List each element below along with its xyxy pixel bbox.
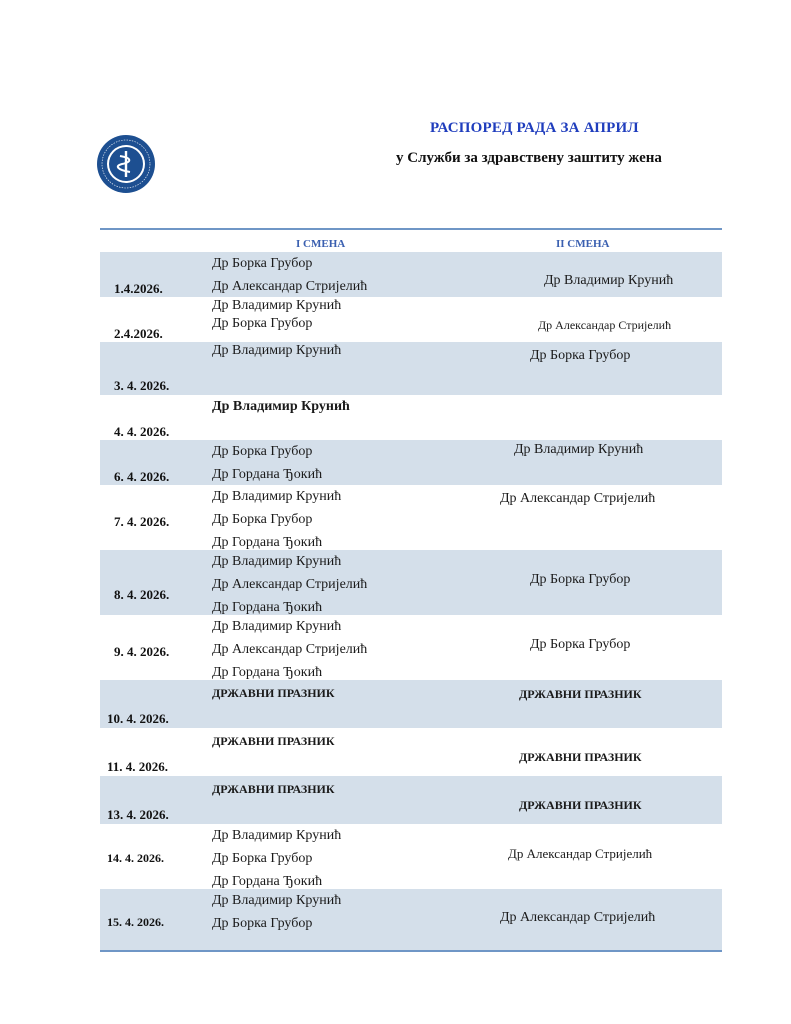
date-cell: 4. 4. 2026.	[114, 424, 170, 439]
shift1-cell	[212, 732, 335, 750]
shift2-cell: Др Александар Стријелић	[538, 318, 672, 332]
table-row	[100, 395, 722, 440]
shift1-cell	[212, 824, 341, 893]
holiday-label: ДРЖАВНИ ПРАЗНИК	[212, 782, 335, 796]
doctor-name: Др Борка Грубор	[212, 512, 313, 527]
shift2-cell: Др Борка Грубор	[530, 637, 631, 652]
table-row	[100, 776, 722, 824]
health-center-logo-icon	[96, 134, 156, 194]
doctor-name: Др Борка Грубор	[212, 316, 313, 331]
table-header	[100, 230, 722, 252]
doctor-name: Др Владимир Крунић	[212, 828, 342, 843]
shift1-header: I СМЕНА	[296, 238, 346, 250]
shift2-cell: Др Борка Грубор	[530, 348, 631, 363]
doctor-name: Др Владимир Крунић	[212, 489, 342, 504]
date-cell: 10. 4. 2026.	[107, 711, 169, 726]
date-cell: 3. 4. 2026.	[114, 378, 170, 393]
table-row	[100, 824, 722, 889]
date-cell: 6. 4. 2026.	[114, 469, 170, 484]
shift2-cell: Др Александар Стријелић	[508, 846, 653, 861]
shift1-cell	[212, 889, 341, 935]
doctor-name: Др Владимир Крунић	[212, 399, 350, 414]
shift1-cell	[212, 684, 335, 702]
doctor-name: Др Владимир Крунић	[212, 554, 342, 569]
doctor-name: Др Александар Стријелић	[212, 642, 368, 657]
shift1-cell	[212, 395, 350, 418]
date-cell: 13. 4. 2026.	[107, 807, 169, 822]
date-cell: 2.4.2026.	[114, 326, 163, 341]
page-title: РАСПОРЕД РАДА ЗА АПРИЛ	[430, 120, 639, 136]
doctor-name: Др Гордана Ђокић	[212, 535, 323, 550]
shift1-cell	[212, 297, 341, 333]
shift1-cell	[212, 440, 322, 486]
doctor-name: Др Борка Грубор	[212, 256, 313, 271]
table-row	[100, 342, 722, 395]
date-cell: 11. 4. 2026.	[107, 759, 169, 774]
date-cell: 9. 4. 2026.	[114, 644, 170, 659]
date-cell: 8. 4. 2026.	[114, 587, 170, 602]
shift1-cell	[212, 780, 335, 798]
doctor-name: Др Борка Грубор	[212, 916, 313, 931]
table-row	[100, 889, 722, 950]
table-row	[100, 615, 722, 680]
doctor-name: Др Александар Стријелић	[212, 279, 368, 294]
shift1-cell	[212, 550, 367, 619]
shift2-cell: Др Владимир Крунић	[544, 273, 674, 288]
page-subtitle: у Служби за здравствену заштиту жена	[396, 150, 662, 166]
doctor-name: Др Владимир Крунић	[212, 298, 342, 313]
shift1-cell	[212, 485, 341, 554]
shift2-cell: Др Владимир Крунић	[514, 442, 644, 457]
shift2-cell: Др Александар Стријелић	[500, 910, 656, 925]
doctor-name: Др Борка Грубор	[212, 444, 313, 459]
doctor-name: Др Владимир Крунић	[212, 619, 342, 634]
table-row	[100, 485, 722, 550]
shift2-cell: ДРЖАВНИ ПРАЗНИК	[519, 750, 642, 764]
table-row	[100, 252, 722, 297]
shift2-header: II СМЕНА	[556, 238, 610, 250]
holiday-label: ДРЖАВНИ ПРАЗНИК	[212, 734, 335, 748]
date-cell: 7. 4. 2026.	[114, 514, 170, 529]
doctor-name: Др Гордана Ђокић	[212, 874, 323, 889]
table-row	[100, 297, 722, 342]
doctor-name: Др Гордана Ђокић	[212, 467, 323, 482]
doctor-name: Др Владимир Крунић	[212, 893, 342, 908]
table-row	[100, 728, 722, 776]
table-row	[100, 550, 722, 615]
shift2-cell: ДРЖАВНИ ПРАЗНИК	[519, 687, 642, 701]
date-cell: 15. 4. 2026.	[107, 915, 164, 929]
table-row	[100, 440, 722, 485]
shift1-cell	[212, 615, 367, 684]
shift1-cell	[212, 342, 341, 360]
holiday-label: ДРЖАВНИ ПРАЗНИК	[212, 686, 335, 700]
doctor-name: Др Борка Грубор	[212, 851, 313, 866]
shift2-cell: ДРЖАВНИ ПРАЗНИК	[519, 798, 642, 812]
doctor-name: Др Владимир Крунић	[212, 343, 342, 358]
doctor-name: Др Гордана Ђокић	[212, 665, 323, 680]
date-cell: 14. 4. 2026.	[107, 851, 164, 865]
doctor-name: Др Александар Стријелић	[212, 577, 368, 592]
table-row	[100, 680, 722, 728]
schedule-table	[100, 228, 722, 952]
shift2-cell: Др Борка Грубор	[530, 572, 631, 587]
shift1-cell	[212, 252, 367, 298]
doctor-name: Др Гордана Ђокић	[212, 600, 323, 615]
date-cell: 1.4.2026.	[114, 281, 163, 296]
shift2-cell: Др Александар Стријелић	[500, 491, 656, 506]
